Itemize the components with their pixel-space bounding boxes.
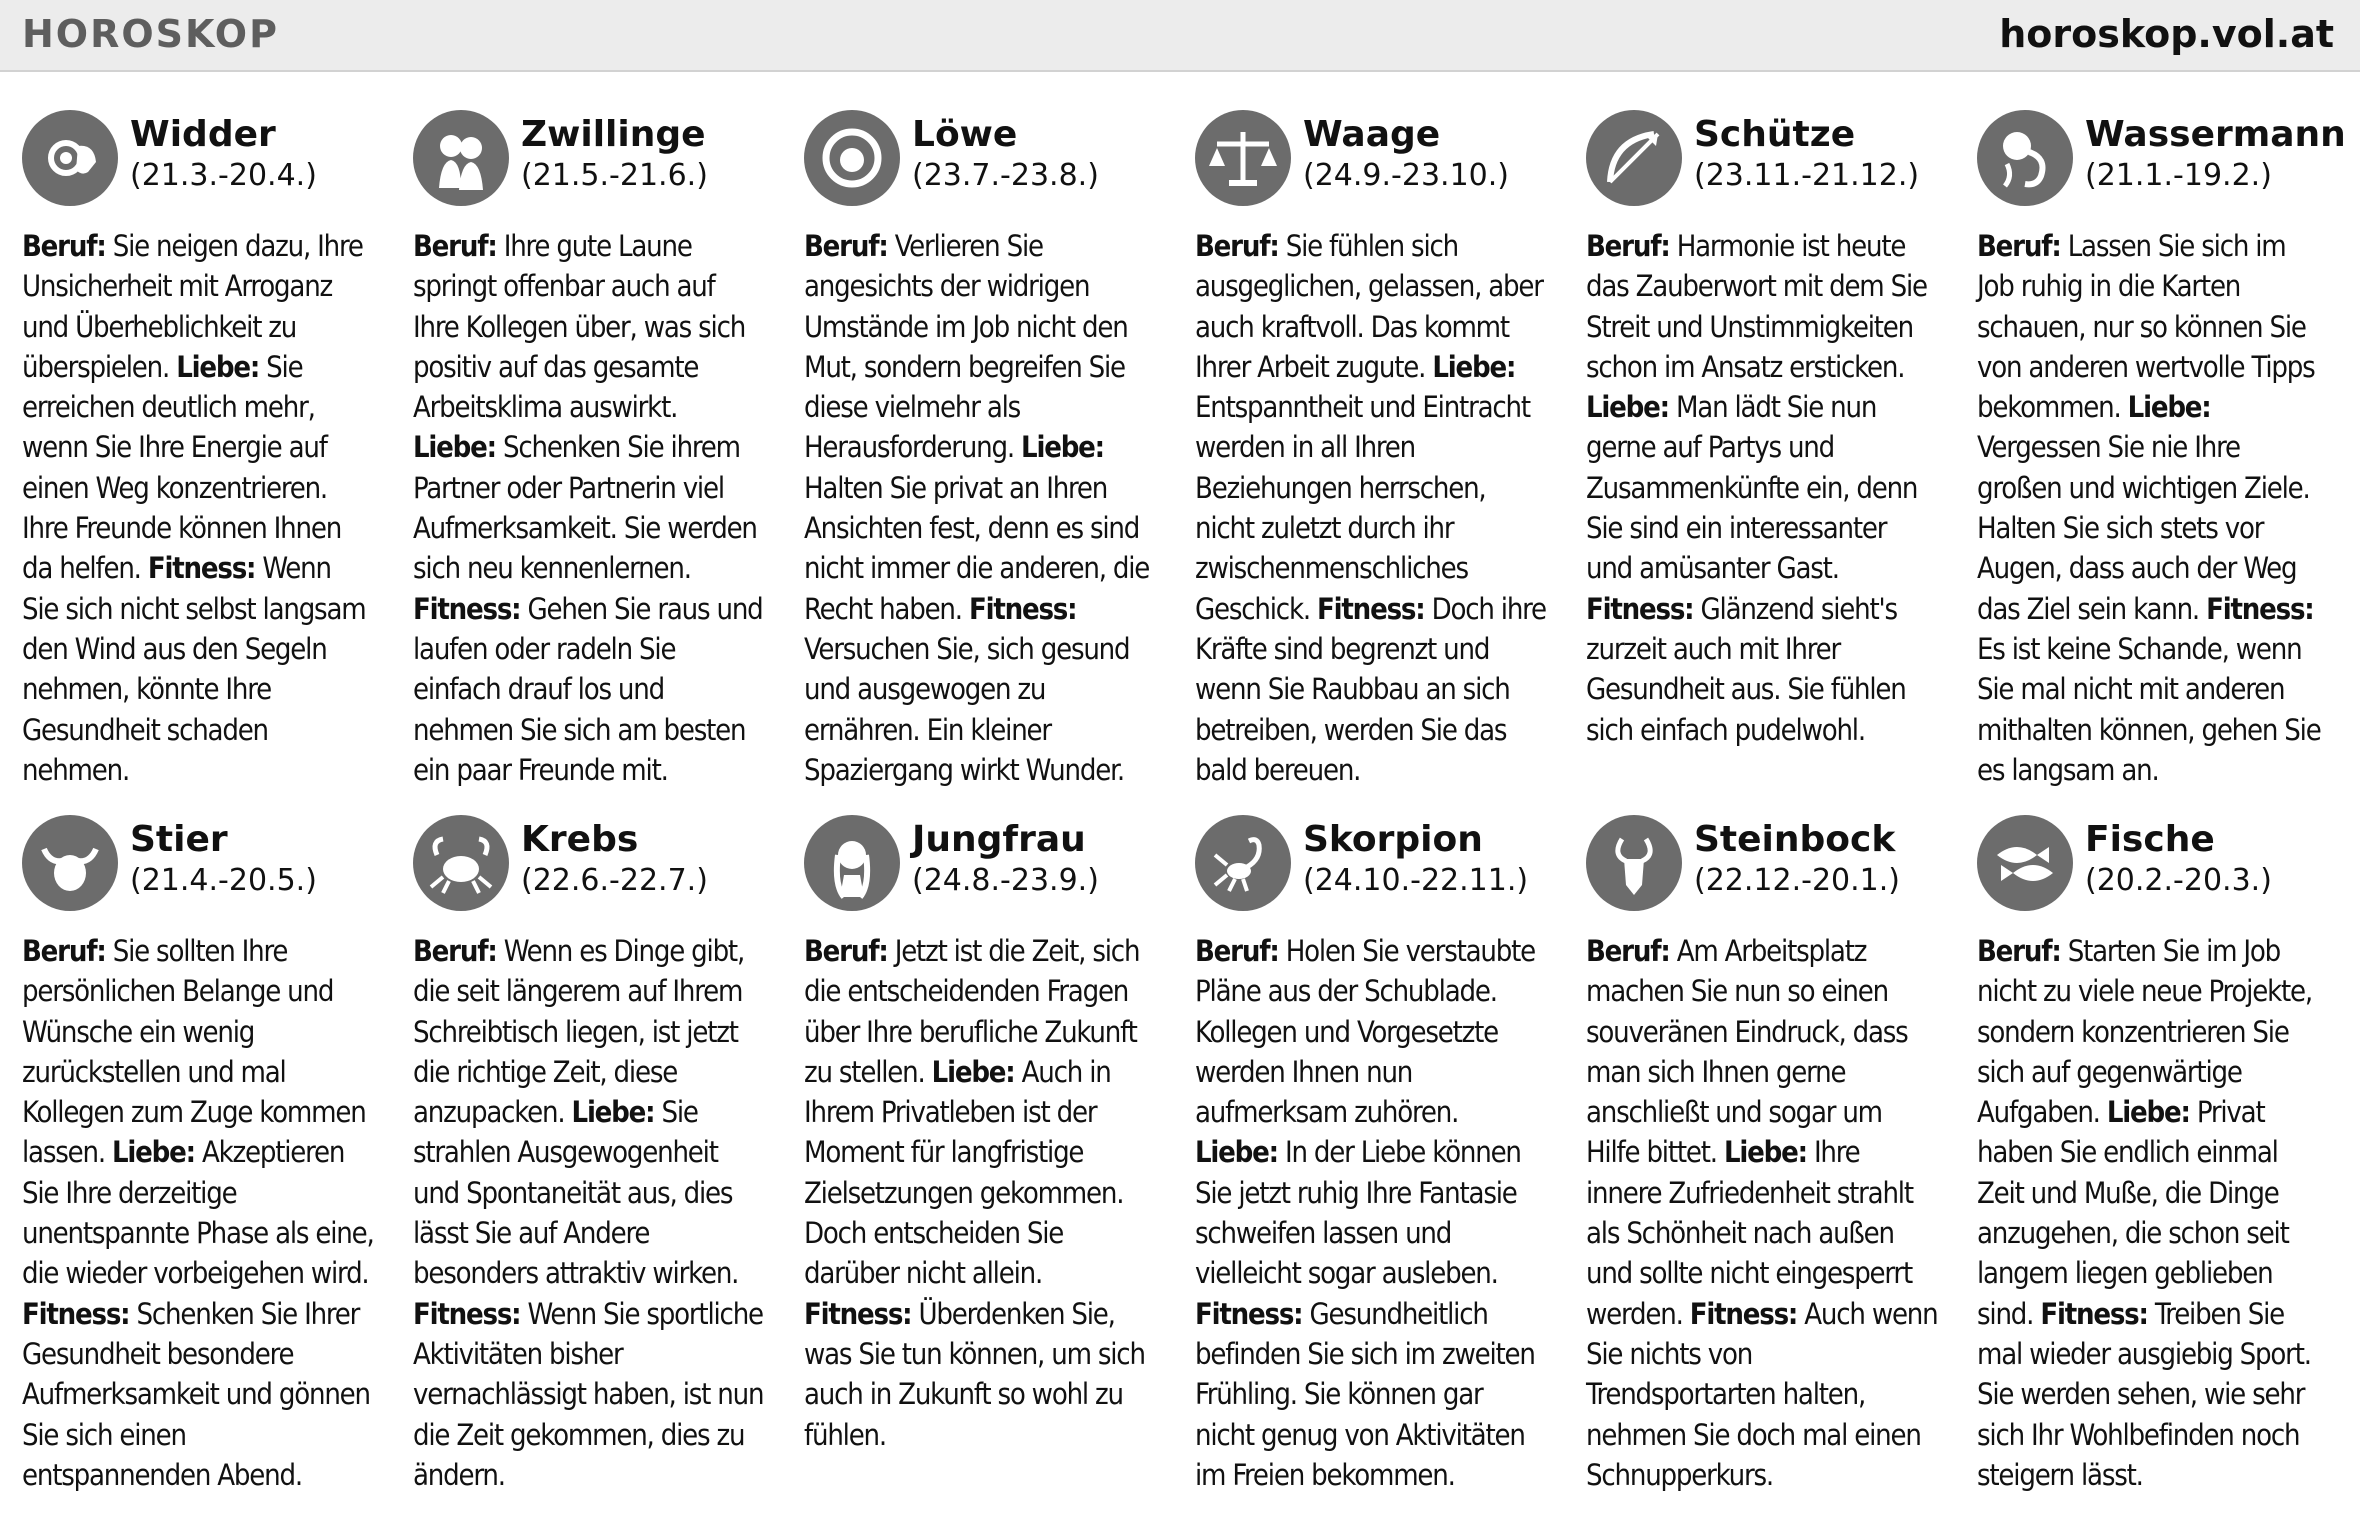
fitness-text: Wenn Sie sich nicht selbst langsam den Wind aus den Segeln nehmen, könnte Ihre Gesundheit schaden nehmen. — [22, 551, 366, 787]
sign-dates: (23.11.-21.12.) — [1694, 158, 1920, 193]
sign-text — [1586, 931, 1938, 1495]
sign-text — [22, 931, 374, 1495]
beruf-label: Beruf: — [22, 229, 106, 263]
liebe-label: Liebe: — [931, 1054, 1015, 1089]
beruf-label: Beruf: — [804, 934, 888, 968]
sign-titles — [912, 815, 1099, 901]
sign-name: Schütze — [1694, 114, 1856, 155]
fitness-label: Fitness: — [22, 1296, 130, 1331]
sign-name: Skorpion — [1303, 819, 1483, 860]
beruf-label: Beruf: — [1977, 934, 2061, 968]
fitness-label: Fitness: — [1586, 591, 1694, 626]
horoscope-grid — [22, 110, 2346, 1520]
liebe-text: Akzeptieren Sie Ihre derzeitige unentspannte Phase als eine, die wieder vorbeigehen wird. — [22, 1135, 374, 1291]
goat-icon — [1586, 815, 1682, 911]
liebe-text: Entspanntheit und Eintracht werden in all Ihren Beziehungen herrschen, nicht zuletzt durch ihr zwischenmenschliches Geschick. — [1195, 390, 1530, 626]
fitness-label: Fitness: — [2040, 1296, 2148, 1331]
scorpion-icon — [1195, 815, 1291, 911]
beruf-text: Wenn es Dinge gibt, die seit längerem auf Ihrem Schreibtisch liegen, ist jetzt die richtige Zeit, diese anzupacken. — [413, 934, 745, 1130]
sign-name: Steinbock — [1694, 819, 1896, 860]
fish-icon — [1977, 815, 2073, 911]
liebe-label: Liebe: — [1432, 349, 1516, 384]
beruf-label: Beruf: — [413, 229, 497, 263]
fitness-text: Glänzend sieht's zurzeit auch mit Ihrer Gesundheit aus. Sie fühlen sich einfach pudelwohl. — [1586, 591, 1906, 747]
sign-titles — [1303, 110, 1509, 196]
sign-titles — [1694, 110, 1919, 196]
header-bar — [0, 0, 2360, 72]
sign-header — [1977, 815, 2329, 925]
sign-text — [804, 931, 1156, 1455]
sign-name: Waage — [1303, 114, 1441, 155]
sign-header — [1977, 110, 2346, 220]
liebe-text: Privat haben Sie endlich einmal Zeit und Muße, die Dinge anzugehen, die schon seit langem liegen geblieben sind. — [1977, 1095, 2289, 1331]
fitness-text: Wenn Sie sportliche Aktivitäten bisher vernachlässigt haben, ist nun die Zeit gekommen, dies zu ändern. — [413, 1296, 764, 1492]
sign-header — [804, 815, 1156, 925]
sign-dates: (24.10.-22.11.) — [1303, 863, 1529, 898]
beruf-label: Beruf: — [1195, 934, 1279, 968]
beruf-text: Ihre gute Laune springt offenbar auch auf Ihre Kollegen über, was sich positiv auf das gesamte Arbeitsklima auswirkt. — [413, 229, 746, 425]
fitness-text: Gesundheitlich befinden Sie sich im zweiten Frühling. Sie können gar nicht genug von Aktivitäten im Freien bekommen. — [1195, 1296, 1535, 1492]
sign-dates: (21.1.-19.2.) — [2085, 158, 2272, 193]
fitness-label: Fitness: — [147, 551, 256, 586]
sign-name: Fische — [2085, 819, 2215, 860]
sign-titles — [521, 815, 708, 901]
sign-header — [1195, 815, 1547, 925]
archer-icon — [1586, 110, 1682, 206]
sign-dates: (24.9.-23.10.) — [1303, 158, 1509, 193]
sign-card-ram — [22, 110, 374, 815]
sign-header — [22, 110, 374, 220]
liebe-label: Liebe: — [2106, 1095, 2190, 1130]
beruf-text: Holen Sie verstaubte Pläne aus der Schublade. Kollegen und Vorgesetzte werden Ihnen nun aufmerksam zuhören. — [1195, 934, 1535, 1130]
fitness-label: Fitness: — [413, 591, 521, 626]
beruf-label: Beruf: — [1586, 229, 1670, 263]
fitness-label: Fitness: — [1317, 591, 1425, 626]
beruf-text: Harmonie ist heute das Zauberwort mit dem Sie Streit und Unstimmigkeiten schon im Ansatz ersticken. — [1586, 229, 1927, 384]
sign-header — [22, 815, 374, 925]
fitness-label: Fitness: — [413, 1296, 521, 1331]
sign-titles — [130, 110, 317, 196]
sign-titles — [130, 815, 317, 901]
beruf-label: Beruf: — [1977, 229, 2061, 263]
sign-card-bull — [22, 815, 374, 1520]
sign-name: Wassermann — [2085, 114, 2346, 155]
ram-icon — [22, 110, 118, 206]
sign-text — [413, 226, 765, 790]
sign-text — [1586, 226, 1938, 750]
liebe-label: Liebe: — [413, 430, 496, 465]
sign-name: Widder — [130, 114, 276, 155]
fitness-text: Gehen Sie raus und laufen oder radeln Sie einfach drauf los und nehmen Sie sich am besten ein paar Freunde mit. — [413, 591, 763, 787]
fitness-text: Überdenken Sie, was Sie tun können, um sich auch in Zukunft so wohl zu fühlen. — [804, 1296, 1145, 1452]
fitness-text: Es ist keine Schande, wenn Sie mal nicht mit anderen mithalten können, gehen Sie es langsam an. — [1977, 631, 2321, 787]
section-title: HOROSKOP — [22, 12, 279, 56]
sign-text — [1977, 226, 2329, 790]
sign-header — [804, 110, 1156, 220]
sign-text — [1195, 226, 1547, 790]
sign-dates: (21.5.-21.6.) — [521, 158, 708, 193]
beruf-text: Lassen Sie sich im Job ruhig in die Karten schauen, nur so können Sie von anderen wertvolle Tipps bekommen. — [1977, 229, 2315, 425]
sign-card-scorpion — [1195, 815, 1547, 1520]
sign-card-scales — [1195, 110, 1547, 815]
liebe-label: Liebe: — [1195, 1135, 1278, 1170]
sign-header — [1586, 815, 1938, 925]
sign-dates: (20.2.-20.3.) — [2085, 863, 2272, 898]
lion-icon — [804, 110, 900, 206]
liebe-text: Halten Sie privat an Ihren Ansichten fest, denn es sind nicht immer die anderen, die Recht haben. — [804, 470, 1150, 626]
bull-icon — [22, 815, 118, 911]
liebe-label: Liebe: — [112, 1135, 195, 1170]
beruf-label: Beruf: — [1195, 229, 1279, 263]
sign-header — [413, 815, 765, 925]
beruf-text: Am Arbeitsplatz machen Sie nun so einen souveränen Eindruck, dass man sich Ihnen gerne anschließt und sogar um Hilfe bittet. — [1586, 934, 1908, 1170]
sign-titles — [521, 110, 708, 196]
liebe-text: Schenken Sie ihrem Partner oder Partnerin viel Aufmerksamkeit. Sie werden sich neu kennenlernen. — [413, 430, 757, 586]
sign-card-virgin — [804, 815, 1156, 1520]
sign-dates: (21.3.-20.4.) — [130, 158, 317, 193]
fitness-text: Versuchen Sie, sich gesund und ausgewogen zu ernähren. Ein kleiner Spaziergang wirkt Wunder. — [804, 631, 1130, 787]
sign-card-archer — [1586, 110, 1938, 815]
beruf-label: Beruf: — [413, 934, 497, 968]
beruf-text: Verlieren Sie angesichts der widrigen Umstände im Job nicht den Mut, sondern begreifen Sie diese vielmehr als Herausforderung. — [804, 229, 1128, 465]
liebe-label: Liebe: — [1021, 430, 1104, 465]
sign-text — [22, 226, 374, 790]
liebe-text: In der Liebe können Sie jetzt ruhig Ihre Fantasie schweifen lassen und vielleicht sogar ausleben. — [1195, 1135, 1521, 1291]
fitness-text: Treiben Sie mal wieder ausgiebig Sport. Sie werden sehen, wie sehr sich Ihr Wohlbefinden noch steigern lässt. — [1977, 1296, 2311, 1492]
sign-name: Zwillinge — [521, 114, 706, 155]
fitness-text: Schenken Sie Ihrer Gesundheit besondere Aufmerksamkeit und gönnen Sie sich einen entspannenden Abend. — [22, 1296, 370, 1492]
sign-titles — [2085, 110, 2346, 196]
fitness-label: Fitness: — [2206, 591, 2314, 626]
sign-header — [1195, 110, 1547, 220]
sign-dates: (24.8.-23.9.) — [912, 863, 1099, 898]
sign-dates: (22.12.-20.1.) — [1694, 863, 1900, 898]
beruf-label: Beruf: — [1586, 934, 1670, 968]
fitness-label: Fitness: — [1195, 1296, 1303, 1331]
liebe-text: Man lädt Sie nun gerne auf Partys und Zusammenkünfte ein, denn Sie sind ein interessanter und amüsanter Gast. — [1586, 390, 1918, 586]
sign-text — [1977, 931, 2329, 1495]
fitness-text: Auch wenn Sie nichts von Trendsportarten halten, nehmen Sie doch mal einen Schnupperkurs. — [1586, 1296, 1938, 1492]
sign-card-water-bearer — [1977, 110, 2346, 815]
sign-dates: (22.6.-22.7.) — [521, 863, 708, 898]
virgin-icon — [804, 815, 900, 911]
scales-icon — [1195, 110, 1291, 206]
fitness-text: Doch ihre Kräfte sind begrenzt und wenn Sie Raubbau an sich betreiben, werden Sie das bald bereuen. — [1195, 591, 1546, 787]
sign-titles — [2085, 815, 2272, 901]
liebe-label: Liebe: — [1723, 1135, 1807, 1170]
beruf-text: Starten Sie im Job nicht zu viele neue Projekte, sondern konzentrieren Sie sich auf gegenwärtige Aufgaben. — [1977, 934, 2312, 1130]
beruf-text: Sie fühlen sich ausgeglichen, gelassen, aber auch kraftvoll. Das kommt Ihrer Arbeit zugute. — [1195, 229, 1543, 384]
beruf-text: Sie neigen dazu, Ihre Unsicherheit mit Arroganz und Überheblichkeit zu überspielen. — [22, 229, 363, 384]
liebe-label: Liebe: — [571, 1095, 655, 1130]
sign-card-lion — [804, 110, 1156, 815]
sign-name: Löwe — [912, 114, 1018, 155]
sign-text — [804, 226, 1156, 790]
sign-name: Jungfrau — [912, 819, 1086, 860]
beruf-text: Jetzt ist die Zeit, sich die entscheidenden Fragen über Ihre berufliche Zukunft zu stellen. — [804, 934, 1140, 1089]
sign-dates: (23.7.-23.8.) — [912, 158, 1099, 193]
liebe-label: Liebe: — [176, 349, 260, 384]
sign-dates: (21.4.-20.5.) — [130, 863, 317, 898]
beruf-label: Beruf: — [22, 934, 106, 968]
sign-header — [1586, 110, 1938, 220]
beruf-text: Sie sollten Ihre persönlichen Belange und Wünsche ein wenig zurückstellen und mal Kollegen zum Zuge kommen lassen. — [22, 934, 366, 1170]
crab-icon — [413, 815, 509, 911]
fitness-label: Fitness: — [804, 1296, 912, 1331]
sign-titles — [1303, 815, 1528, 901]
fitness-label: Fitness: — [1689, 1296, 1798, 1331]
sign-titles — [1694, 815, 1900, 901]
twins-icon — [413, 110, 509, 206]
fitness-label: Fitness: — [968, 591, 1077, 626]
site-link[interactable]: horoskop.vol.at — [1999, 12, 2334, 56]
sign-card-goat — [1586, 815, 1938, 1520]
sign-card-crab — [413, 815, 765, 1520]
sign-header — [413, 110, 765, 220]
sign-card-twins — [413, 110, 765, 815]
sign-titles — [912, 110, 1099, 196]
sign-name: Krebs — [521, 819, 639, 860]
sign-text — [413, 931, 765, 1495]
sign-text — [1195, 931, 1547, 1495]
beruf-label: Beruf: — [804, 229, 888, 263]
liebe-label: Liebe: — [1586, 390, 1669, 425]
sign-name: Stier — [130, 819, 228, 860]
water-bearer-icon — [1977, 110, 2073, 206]
liebe-text: Vergessen Sie nie Ihre großen und wichtigen Ziele. Halten Sie sich stets vor Augen, dass auch der Weg das Ziel sein kann. — [1977, 430, 2310, 626]
liebe-text: Ihre innere Zufriedenheit strahlt als Schönheit nach außen und sollte nicht eingesperrt werden. — [1586, 1135, 1913, 1331]
liebe-text: Sie strahlen Ausgewogenheit und Spontaneität aus, dies lässt Sie auf Andere besonders attraktiv wirken. — [413, 1095, 739, 1291]
liebe-text: Sie erreichen deutlich mehr, wenn Sie Ihre Energie auf einen Weg konzentrieren. Ihre Freunde können Ihnen da helfen. — [22, 349, 342, 586]
liebe-label: Liebe: — [2127, 390, 2211, 425]
liebe-text: Auch in Ihrem Privatleben ist der Moment für langfristige Zielsetzungen gekommen. Doch entscheiden Sie darüber nicht allein. — [804, 1054, 1124, 1291]
sign-card-fish — [1977, 815, 2329, 1520]
